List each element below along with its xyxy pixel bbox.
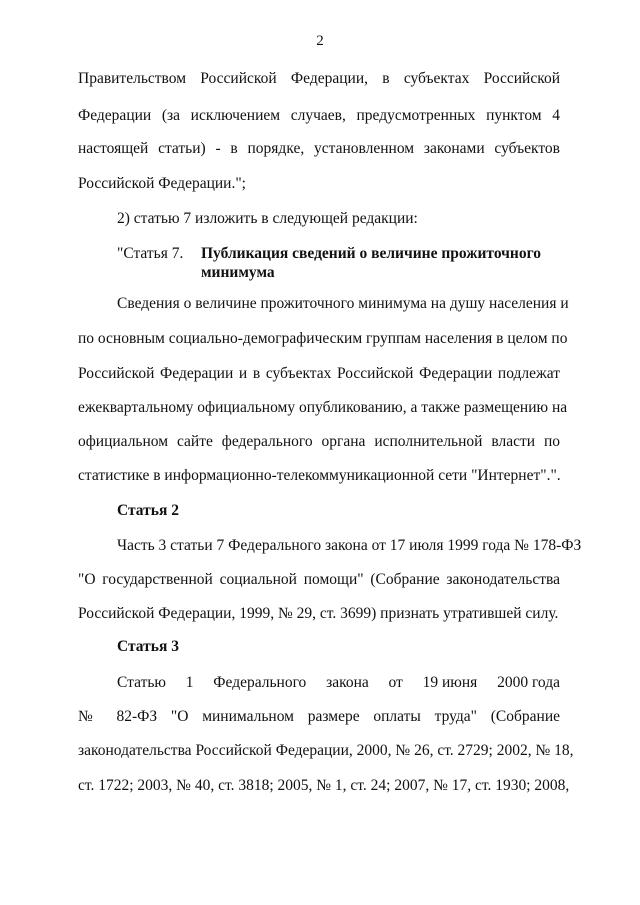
text-line: официальном сайте федерального органа исполнительной власти по <box>78 433 560 450</box>
text-line: "О государственной социальной помощи" (Собрание законодательства <box>78 571 560 588</box>
text-line: по основным социально-демографическим группам населения в целом по <box>78 330 568 347</box>
word: закона <box>326 674 369 691</box>
text-line: Российской Федерации, 1999, № 29, ст. 3699) признать утратившей силу. <box>78 605 559 622</box>
article-title: Публикация сведений о величине прожиточного минимума <box>201 245 542 281</box>
text-line: Сведения о величине прожиточного минимума на душу населения и <box>117 295 569 312</box>
text-line: статистике в информационно-телекоммуникационной сети "Интернет".". <box>78 467 561 484</box>
text-line: законодательства Российской Федерации, 2000, № 26, ст. 2729; 2002, № 18, <box>78 742 574 759</box>
word: 1 <box>185 674 194 691</box>
section-heading: Статья 2 <box>117 502 179 519</box>
word: Статью <box>117 674 166 691</box>
article-label: "Статья 7. <box>117 245 184 262</box>
text-line: Российской Федерации и в субъектах Российской Федерации подлежат <box>78 365 560 382</box>
text-line: настоящей статьи) - в порядке, установленном законами субъектов <box>78 140 560 157</box>
word: от <box>388 674 403 691</box>
text-line: Российской Федерации."; <box>78 175 246 192</box>
text-line: № 82-ФЗ "О минимальном размере оплаты труда" (Собрание <box>78 708 560 725</box>
text-line: ст. 1722; 2003, № 40, ст. 3818; 2005, № 1, ст. 24; 2007, № 17, ст. 1930; 2008, <box>78 777 570 794</box>
word: 2000 года <box>497 674 560 691</box>
text-line <box>117 673 560 693</box>
word: 19 июня <box>422 674 478 691</box>
text-line: ежеквартальному официальному опубликованию, а также размещению на <box>78 399 568 416</box>
word: Федерального <box>213 674 307 691</box>
text-line: Правительством Российской Федерации, в субъектах Российской <box>78 70 560 87</box>
page-number: 2 <box>316 33 324 49</box>
text-line: 2) статью 7 изложить в следующей редакции: <box>117 210 418 227</box>
section-heading: Статья 3 <box>117 638 179 655</box>
text-line: Часть 3 статьи 7 Федерального закона от 17 июля 1999 года № 178-ФЗ <box>117 537 582 554</box>
text-line: Федерации (за исключением случаев, предусмотренных пунктом 4 <box>78 107 560 124</box>
